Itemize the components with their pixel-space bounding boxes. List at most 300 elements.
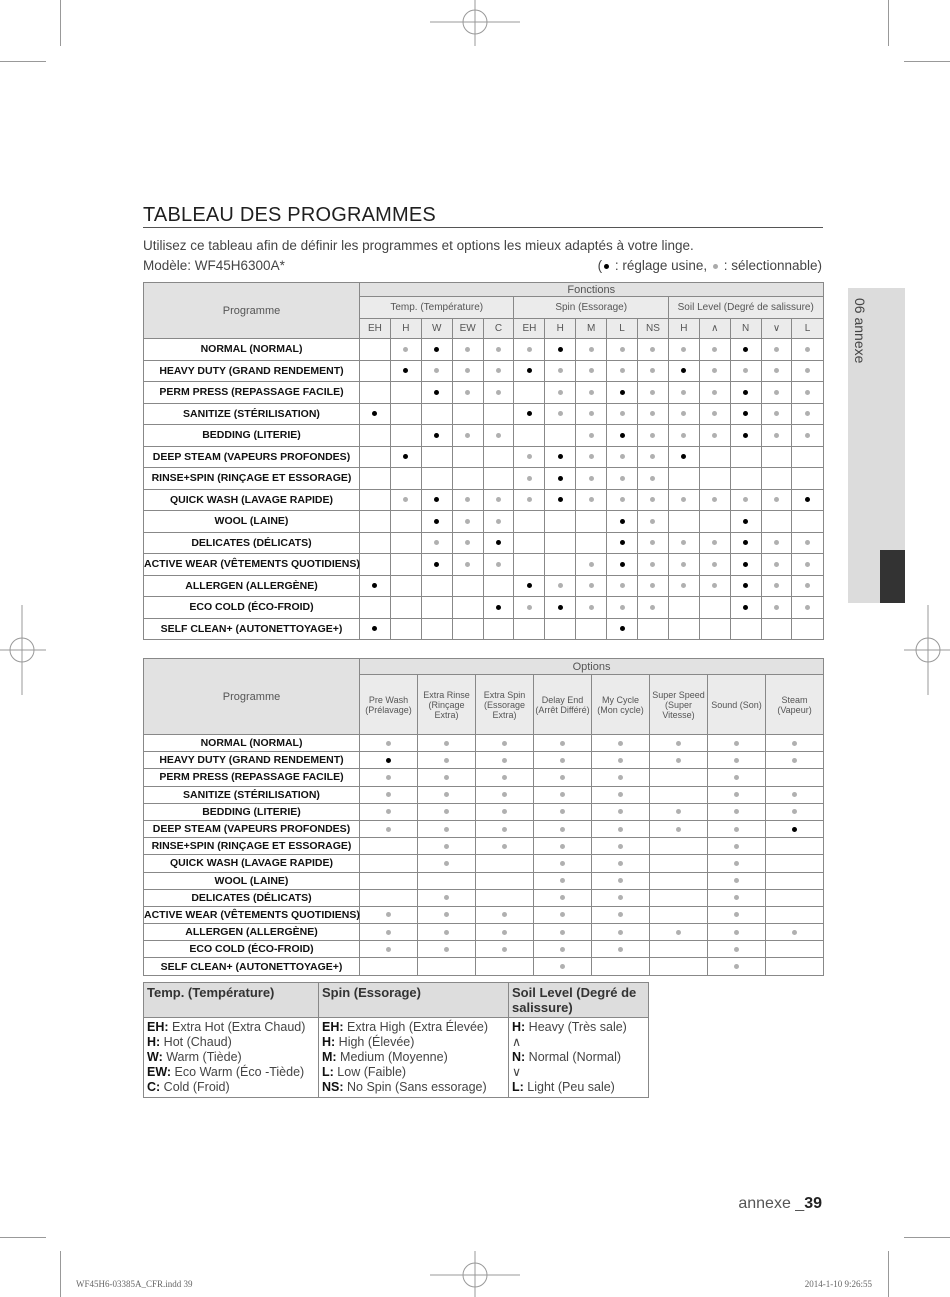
function-cell <box>360 446 391 468</box>
function-cell <box>607 360 638 382</box>
key-abbrev: M: <box>322 1050 337 1064</box>
selectable-dot-icon <box>496 519 501 524</box>
function-cell <box>792 425 823 447</box>
selectable-dot-icon <box>774 497 779 502</box>
selectable-dot-icon <box>527 454 532 459</box>
function-cell <box>607 339 638 361</box>
function-cell <box>730 575 761 597</box>
function-cell <box>638 597 669 619</box>
function-cell <box>514 532 545 554</box>
program-name: NORMAL (NORMAL) <box>144 735 360 752</box>
function-cell <box>421 489 452 511</box>
option-cell <box>708 958 766 975</box>
selectable-dot-icon <box>618 741 623 746</box>
key-header-temp: Temp. (Température) <box>144 983 319 1018</box>
function-cell <box>730 425 761 447</box>
selectable-dot-icon <box>589 454 594 459</box>
selectable-dot-icon <box>496 390 501 395</box>
function-cell <box>452 618 483 640</box>
function-cell <box>421 446 452 468</box>
function-cell <box>699 382 730 404</box>
crop-mark <box>888 1251 889 1297</box>
selectable-dot-icon <box>734 895 739 900</box>
table-row <box>144 924 824 941</box>
function-cell <box>452 382 483 404</box>
key-soil-list <box>509 1018 649 1098</box>
option-cell <box>650 941 708 958</box>
function-cell <box>730 511 761 533</box>
function-cell <box>421 597 452 619</box>
selectable-dot-icon <box>527 497 532 502</box>
program-name: SANITIZE (STÉRILISATION) <box>144 403 360 425</box>
selectable-dot-icon <box>496 497 501 502</box>
table-row <box>144 360 824 382</box>
program-name: DELICATES (DÉLICATS) <box>144 532 360 554</box>
factory-dot-icon <box>620 519 625 524</box>
function-subheader: L <box>792 319 823 339</box>
key-meaning: ∧ <box>512 1035 522 1049</box>
function-cell <box>514 425 545 447</box>
factory-dot-icon <box>527 368 532 373</box>
selectable-dot-icon <box>496 368 501 373</box>
key-header-soil: Soil Level (Degré de salissure) <box>509 983 649 1018</box>
function-subheader: N <box>730 319 761 339</box>
factory-dot-icon <box>743 411 748 416</box>
selectable-dot-icon <box>805 605 810 610</box>
function-cell <box>792 468 823 490</box>
selectable-dot-icon <box>620 605 625 610</box>
factory-dot-icon <box>743 347 748 352</box>
selectable-dot-icon <box>527 476 532 481</box>
option-cell <box>766 958 824 975</box>
dot-legend <box>598 258 822 273</box>
function-cell <box>761 468 792 490</box>
function-cell <box>514 339 545 361</box>
function-cell <box>545 360 576 382</box>
key-abbrev: L: <box>512 1080 524 1094</box>
function-group-header: Spin (Essorage) <box>514 297 668 319</box>
factory-dot-icon <box>496 605 501 610</box>
function-cell <box>421 554 452 576</box>
function-subheader: L <box>607 319 638 339</box>
option-header: Super Speed (Super Vitesse) <box>650 675 708 735</box>
function-cell <box>699 554 730 576</box>
legend-selectable: : sélectionnable) <box>719 258 822 273</box>
option-cell <box>534 872 592 889</box>
option-cell <box>534 735 592 752</box>
option-cell <box>476 786 534 803</box>
function-cell <box>483 489 514 511</box>
selectable-dot-icon <box>734 912 739 917</box>
selectable-dot-icon <box>734 827 739 832</box>
selectable-dot-icon <box>496 347 501 352</box>
selectable-dot-icon <box>774 347 779 352</box>
program-name: DEEP STEAM (VAPEURS PROFONDES) <box>144 820 360 837</box>
selectable-dot-icon <box>734 741 739 746</box>
function-cell <box>576 489 607 511</box>
function-cell <box>576 532 607 554</box>
table-row <box>144 575 824 597</box>
table-row <box>144 597 824 619</box>
selectable-dot-icon <box>734 861 739 866</box>
function-subheader: W <box>421 319 452 339</box>
function-cell <box>607 618 638 640</box>
selectable-dot-icon <box>650 497 655 502</box>
function-cell <box>792 511 823 533</box>
function-cell <box>545 425 576 447</box>
selectable-dot-icon <box>589 497 594 502</box>
side-tab-label: 06 annexe <box>852 298 868 364</box>
function-cell <box>699 446 730 468</box>
function-cell <box>483 382 514 404</box>
factory-dot-icon <box>558 476 563 481</box>
key-entry <box>147 1050 315 1065</box>
function-cell <box>576 575 607 597</box>
selectable-dot-icon <box>681 540 686 545</box>
table-row <box>144 941 824 958</box>
option-cell <box>592 735 650 752</box>
factory-dot-icon <box>403 368 408 373</box>
function-cell <box>514 403 545 425</box>
selectable-dot-icon <box>774 390 779 395</box>
option-cell <box>592 786 650 803</box>
option-cell <box>766 924 824 941</box>
option-cell <box>766 786 824 803</box>
selectable-dot-icon <box>444 741 449 746</box>
function-cell <box>668 575 699 597</box>
function-cell <box>761 382 792 404</box>
selectable-dot-icon <box>386 792 391 797</box>
option-cell <box>534 906 592 923</box>
option-cell <box>650 872 708 889</box>
key-abbrev: H: <box>512 1020 526 1034</box>
option-cell <box>592 769 650 786</box>
key-entry <box>147 1080 315 1095</box>
program-name: ACTIVE WEAR (VÊTEMENTS QUOTIDIENS) <box>144 906 360 923</box>
factory-dot-icon <box>434 519 439 524</box>
selectable-dot-icon <box>792 758 797 763</box>
selectable-dot-icon <box>618 844 623 849</box>
selectable-dot-icon <box>743 497 748 502</box>
selectable-dot-icon <box>618 792 623 797</box>
selectable-dot-icon <box>465 519 470 524</box>
selectable-dot-icon <box>444 861 449 866</box>
function-cell <box>576 597 607 619</box>
selectable-dot-icon <box>681 497 686 502</box>
option-cell <box>650 735 708 752</box>
factory-dot-icon <box>496 540 501 545</box>
table-row <box>144 403 824 425</box>
selectable-dot-icon <box>620 476 625 481</box>
function-cell <box>360 425 391 447</box>
function-cell <box>421 575 452 597</box>
selectable-dot-icon <box>618 809 623 814</box>
selectable-dot-icon <box>558 411 563 416</box>
option-cell <box>592 889 650 906</box>
selectable-dot-icon <box>650 390 655 395</box>
key-meaning: Medium (Moyenne) <box>336 1050 448 1064</box>
key-abbrev: H: <box>147 1035 161 1049</box>
option-cell <box>708 906 766 923</box>
selectable-dot-icon <box>681 390 686 395</box>
footer-date: 2014-1-10 9:26:55 <box>804 1279 872 1289</box>
function-cell <box>638 489 669 511</box>
function-cell <box>792 532 823 554</box>
option-cell <box>418 924 476 941</box>
option-cell <box>476 889 534 906</box>
table-row <box>144 554 824 576</box>
function-cell <box>576 339 607 361</box>
option-cell <box>766 838 824 855</box>
factory-dot-icon <box>743 605 748 610</box>
selectable-dot-icon <box>618 758 623 763</box>
function-cell <box>390 468 421 490</box>
col-header-options: Options <box>360 659 824 675</box>
selectable-dot-icon <box>403 497 408 502</box>
function-cell <box>792 618 823 640</box>
selectable-dot-icon <box>386 827 391 832</box>
function-cell <box>514 575 545 597</box>
key-meaning: Low (Faible) <box>333 1065 407 1079</box>
table-row <box>144 532 824 554</box>
key-meaning: High (Élevée) <box>335 1035 415 1049</box>
table-row <box>144 735 824 752</box>
option-cell <box>708 803 766 820</box>
key-meaning: Extra High (Extra Élevée) <box>343 1020 489 1034</box>
function-cell <box>390 575 421 597</box>
function-cell <box>761 575 792 597</box>
key-abbrev: N: <box>512 1050 526 1064</box>
selectable-dot-icon <box>496 562 501 567</box>
function-group-header: Temp. (Température) <box>360 297 514 319</box>
function-cell <box>638 511 669 533</box>
function-cell <box>452 575 483 597</box>
selectable-dot-icon <box>444 844 449 849</box>
selectable-dot-icon <box>560 964 565 969</box>
function-cell <box>607 382 638 404</box>
selectable-dot-icon <box>618 827 623 832</box>
function-cell <box>514 597 545 619</box>
selectable-dot-icon <box>502 758 507 763</box>
selectable-dot-icon <box>589 476 594 481</box>
selectable-dot-icon <box>589 583 594 588</box>
option-cell <box>650 855 708 872</box>
table-row <box>144 820 824 837</box>
selectable-dot-icon <box>792 930 797 935</box>
function-cell <box>421 382 452 404</box>
function-cell <box>699 532 730 554</box>
table-row <box>144 382 824 404</box>
function-cell <box>421 403 452 425</box>
key-meaning: Normal (Normal) <box>525 1050 622 1064</box>
factory-dot-icon <box>558 497 563 502</box>
key-meaning: Extra Hot (Extra Chaud) <box>168 1020 306 1034</box>
function-cell <box>514 382 545 404</box>
model-text: Modèle: WF45H6300A* <box>143 258 285 273</box>
function-cell <box>699 468 730 490</box>
function-cell <box>638 339 669 361</box>
function-cell <box>483 425 514 447</box>
function-subheader: H <box>668 319 699 339</box>
option-cell <box>476 924 534 941</box>
function-cell <box>730 597 761 619</box>
selectable-dot-icon <box>465 368 470 373</box>
function-cell <box>576 554 607 576</box>
option-cell <box>360 855 418 872</box>
function-cell <box>668 511 699 533</box>
function-cell <box>545 382 576 404</box>
function-cell <box>699 575 730 597</box>
key-abbrev: L: <box>322 1065 334 1079</box>
function-cell <box>668 554 699 576</box>
crop-mark <box>888 0 889 46</box>
function-cell <box>761 597 792 619</box>
function-cell <box>699 360 730 382</box>
function-cell <box>452 532 483 554</box>
selectable-dot-icon <box>560 861 565 866</box>
selectable-dot-icon <box>502 792 507 797</box>
selectable-dot-icon <box>712 497 717 502</box>
option-cell <box>766 803 824 820</box>
function-cell <box>607 425 638 447</box>
option-cell <box>360 769 418 786</box>
function-cell <box>699 425 730 447</box>
key-abbrev: EH: <box>147 1020 169 1034</box>
option-cell <box>360 752 418 769</box>
function-cell <box>483 575 514 597</box>
function-cell <box>421 425 452 447</box>
function-cell <box>360 489 391 511</box>
option-cell <box>650 889 708 906</box>
selectable-dot-icon <box>620 411 625 416</box>
function-cell <box>638 360 669 382</box>
function-cell <box>792 597 823 619</box>
selectable-dot-icon <box>774 562 779 567</box>
option-cell <box>476 820 534 837</box>
option-cell <box>418 838 476 855</box>
function-subheader: ∧ <box>699 319 730 339</box>
option-cell <box>650 838 708 855</box>
selectable-dot-icon <box>560 809 565 814</box>
selectable-dot-icon <box>560 895 565 900</box>
program-name: ECO COLD (ÉCO-FROID) <box>144 597 360 619</box>
key-header-spin: Spin (Essorage) <box>319 983 509 1018</box>
legend-factory: : réglage usine, <box>611 258 711 273</box>
option-cell <box>650 820 708 837</box>
selectable-dot-icon <box>774 368 779 373</box>
key-entry <box>322 1065 505 1080</box>
option-cell <box>534 958 592 975</box>
option-cell <box>766 941 824 958</box>
function-cell <box>792 575 823 597</box>
function-cell <box>638 468 669 490</box>
selectable-dot-icon <box>444 758 449 763</box>
option-cell <box>476 872 534 889</box>
option-cell <box>766 889 824 906</box>
factory-dot-icon <box>558 605 563 610</box>
function-cell <box>452 425 483 447</box>
option-cell <box>592 906 650 923</box>
selectable-dot-icon <box>650 583 655 588</box>
function-cell <box>576 425 607 447</box>
function-cell <box>792 382 823 404</box>
option-cell <box>418 855 476 872</box>
registration-mark-right <box>904 605 950 695</box>
option-cell <box>708 838 766 855</box>
function-cell <box>792 554 823 576</box>
function-cell <box>761 532 792 554</box>
table-row <box>144 339 824 361</box>
selectable-dot-icon <box>743 368 748 373</box>
selectable-dot-icon <box>560 878 565 883</box>
page-number-value: 39 <box>804 1195 822 1212</box>
table-row <box>144 786 824 803</box>
selectable-dot-icon <box>650 347 655 352</box>
function-cell <box>607 489 638 511</box>
function-cell <box>545 618 576 640</box>
function-cell <box>730 532 761 554</box>
selectable-dot-icon <box>734 792 739 797</box>
function-cell <box>638 618 669 640</box>
selectable-dot-icon <box>620 368 625 373</box>
selectable-dot-icon <box>650 433 655 438</box>
selectable-dot-icon <box>444 912 449 917</box>
table-row <box>144 425 824 447</box>
selectable-dot-icon <box>712 433 717 438</box>
function-cell <box>730 489 761 511</box>
option-cell <box>708 941 766 958</box>
factory-dot-icon <box>434 390 439 395</box>
function-cell <box>792 360 823 382</box>
function-cell <box>483 532 514 554</box>
selectable-dot-icon <box>650 605 655 610</box>
function-cell <box>792 339 823 361</box>
function-subheader: M <box>576 319 607 339</box>
option-cell <box>650 906 708 923</box>
program-name: ALLERGEN (ALLERGÈNE) <box>144 924 360 941</box>
selectable-dot-icon <box>805 562 810 567</box>
function-cell <box>699 618 730 640</box>
selectable-dot-icon <box>712 540 717 545</box>
factory-dot-icon <box>792 827 797 832</box>
option-cell <box>708 889 766 906</box>
selectable-dot-icon <box>805 433 810 438</box>
function-cell <box>360 597 391 619</box>
function-cell <box>390 618 421 640</box>
selectable-dot-icon <box>734 775 739 780</box>
function-cell <box>483 403 514 425</box>
function-cell <box>607 511 638 533</box>
key-entry <box>512 1050 645 1065</box>
function-cell <box>545 511 576 533</box>
option-cell <box>592 924 650 941</box>
function-cell <box>390 425 421 447</box>
key-entry <box>512 1080 645 1095</box>
function-cell <box>699 597 730 619</box>
key-meaning: Heavy (Très sale) <box>525 1020 627 1034</box>
legend-open: ( <box>597 258 603 273</box>
factory-dot-icon <box>620 433 625 438</box>
function-cell <box>483 360 514 382</box>
option-cell <box>592 820 650 837</box>
selectable-dot-icon <box>560 792 565 797</box>
selectable-dot-icon <box>805 540 810 545</box>
function-cell <box>699 403 730 425</box>
function-cell <box>390 403 421 425</box>
program-name: DELICATES (DÉLICATS) <box>144 889 360 906</box>
function-cell <box>452 403 483 425</box>
selectable-dot-icon <box>465 390 470 395</box>
